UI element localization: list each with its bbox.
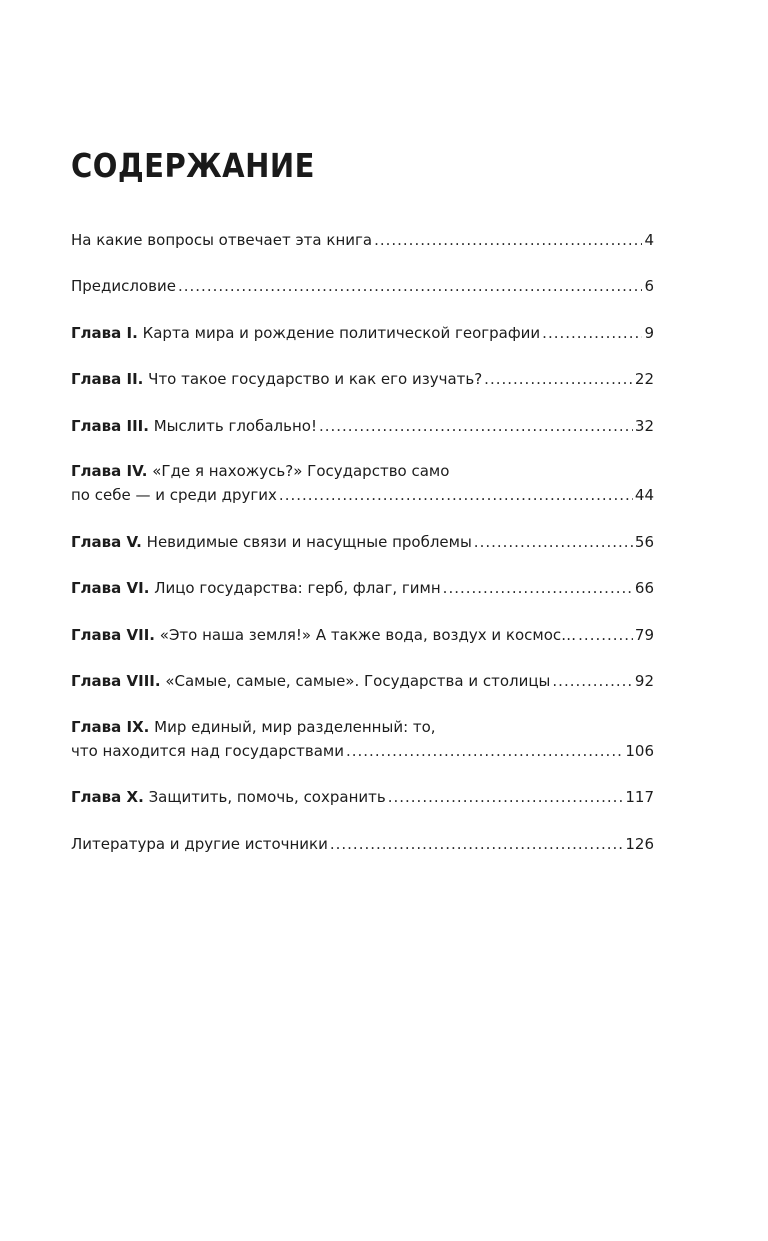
- page-number: 56: [634, 533, 654, 551]
- toc-entry: [71, 530, 654, 554]
- toc-entry: [71, 274, 654, 298]
- dot-leader: [388, 785, 624, 809]
- page-number: 32: [634, 417, 654, 435]
- chapter-label: Глава II.: [71, 370, 144, 388]
- entry-title-continued: что находится над государствами: [71, 742, 344, 760]
- page-number: 9: [644, 324, 654, 342]
- chapter-label: Глава IV.: [71, 462, 148, 480]
- chapter-label: Глава VI.: [71, 579, 150, 597]
- dot-leader: [319, 414, 633, 438]
- dot-leader: [330, 832, 624, 856]
- chapter-label: Глава VII.: [71, 626, 155, 644]
- page-number: 22: [634, 370, 654, 388]
- toc-entry: [71, 669, 654, 693]
- page-number: 66: [634, 579, 654, 597]
- toc-line: [71, 367, 654, 391]
- toc-entry: [71, 321, 654, 345]
- chapter-label: Глава I.: [71, 324, 138, 342]
- toc-line: [71, 228, 654, 252]
- toc-entry: [71, 414, 654, 438]
- dot-leader: [552, 669, 633, 693]
- toc-line: [71, 274, 654, 298]
- toc-entry: [71, 785, 654, 809]
- dot-leader: [346, 739, 623, 763]
- toc-entry: [71, 228, 654, 252]
- toc-line: [71, 414, 654, 438]
- toc-line: [71, 785, 654, 809]
- toc-line: [71, 483, 654, 507]
- entry-title: Защитить, помочь, сохранить: [148, 788, 386, 806]
- chapter-label: Глава V.: [71, 533, 142, 551]
- entry-title: Предисловие: [71, 277, 176, 295]
- toc-line: [71, 669, 654, 693]
- dot-leader: [178, 274, 642, 298]
- entry-title: Карта мира и рождение политической географии: [142, 324, 541, 342]
- chapter-label: Глава X.: [71, 788, 144, 806]
- toc-line: [71, 321, 654, 345]
- toc-line: [71, 623, 654, 647]
- dot-leader: [279, 483, 633, 507]
- entry-title: Лицо государства: герб, флаг, гимн: [154, 579, 441, 597]
- dot-leader: [374, 228, 642, 252]
- page-number: 117: [625, 788, 654, 806]
- toc-line: [71, 459, 654, 483]
- toc-line: [71, 576, 654, 600]
- entry-title-continued: по себе — и среди других: [71, 486, 277, 504]
- toc-line: [71, 715, 654, 739]
- page-number: 92: [634, 672, 654, 690]
- toc-entry: [71, 367, 654, 391]
- page-number: 126: [625, 835, 654, 853]
- page-number: 44: [634, 486, 654, 504]
- toc-entry: [71, 715, 654, 763]
- toc-entry: [71, 459, 654, 507]
- entry-title: «Самые, самые, самые». Государства и столицы: [165, 672, 551, 690]
- dot-leader: [443, 576, 633, 600]
- entry-title: «Это наша земля!» А также вода, воздух и космос…: [159, 626, 577, 644]
- entry-title: Невидимые связи и насущные проблемы: [146, 533, 472, 551]
- entry-title: На какие вопросы отвечает эта книга: [71, 231, 373, 249]
- dot-leader: [474, 530, 633, 554]
- dot-leader: [484, 367, 633, 391]
- page-number: 79: [634, 626, 654, 644]
- chapter-label: Глава VIII.: [71, 672, 161, 690]
- dot-leader: [578, 623, 633, 647]
- entry-title: Мир единый, мир разделенный: то,: [154, 718, 436, 736]
- chapter-label: Глава IX.: [71, 718, 150, 736]
- entry-title: Литература и другие источники: [71, 835, 328, 853]
- entry-title: «Где я нахожусь?» Государство само: [152, 462, 450, 480]
- chapter-label: Глава III.: [71, 417, 149, 435]
- entry-title: Что такое государство и как его изучать?: [148, 370, 483, 388]
- page-number: 4: [644, 231, 654, 249]
- dot-leader: [542, 321, 642, 345]
- toc-line: [71, 832, 654, 856]
- entry-title: Мыслить глобально!: [153, 417, 317, 435]
- toc-line: [71, 739, 654, 763]
- toc-entry: [71, 576, 654, 600]
- page-number: 106: [625, 742, 654, 760]
- page-number: 6: [644, 277, 654, 295]
- toc-line: [71, 530, 654, 554]
- toc-entry: [71, 623, 654, 647]
- toc-entry: [71, 832, 654, 856]
- page-title: СОДЕРЖАНИЕ: [71, 146, 315, 185]
